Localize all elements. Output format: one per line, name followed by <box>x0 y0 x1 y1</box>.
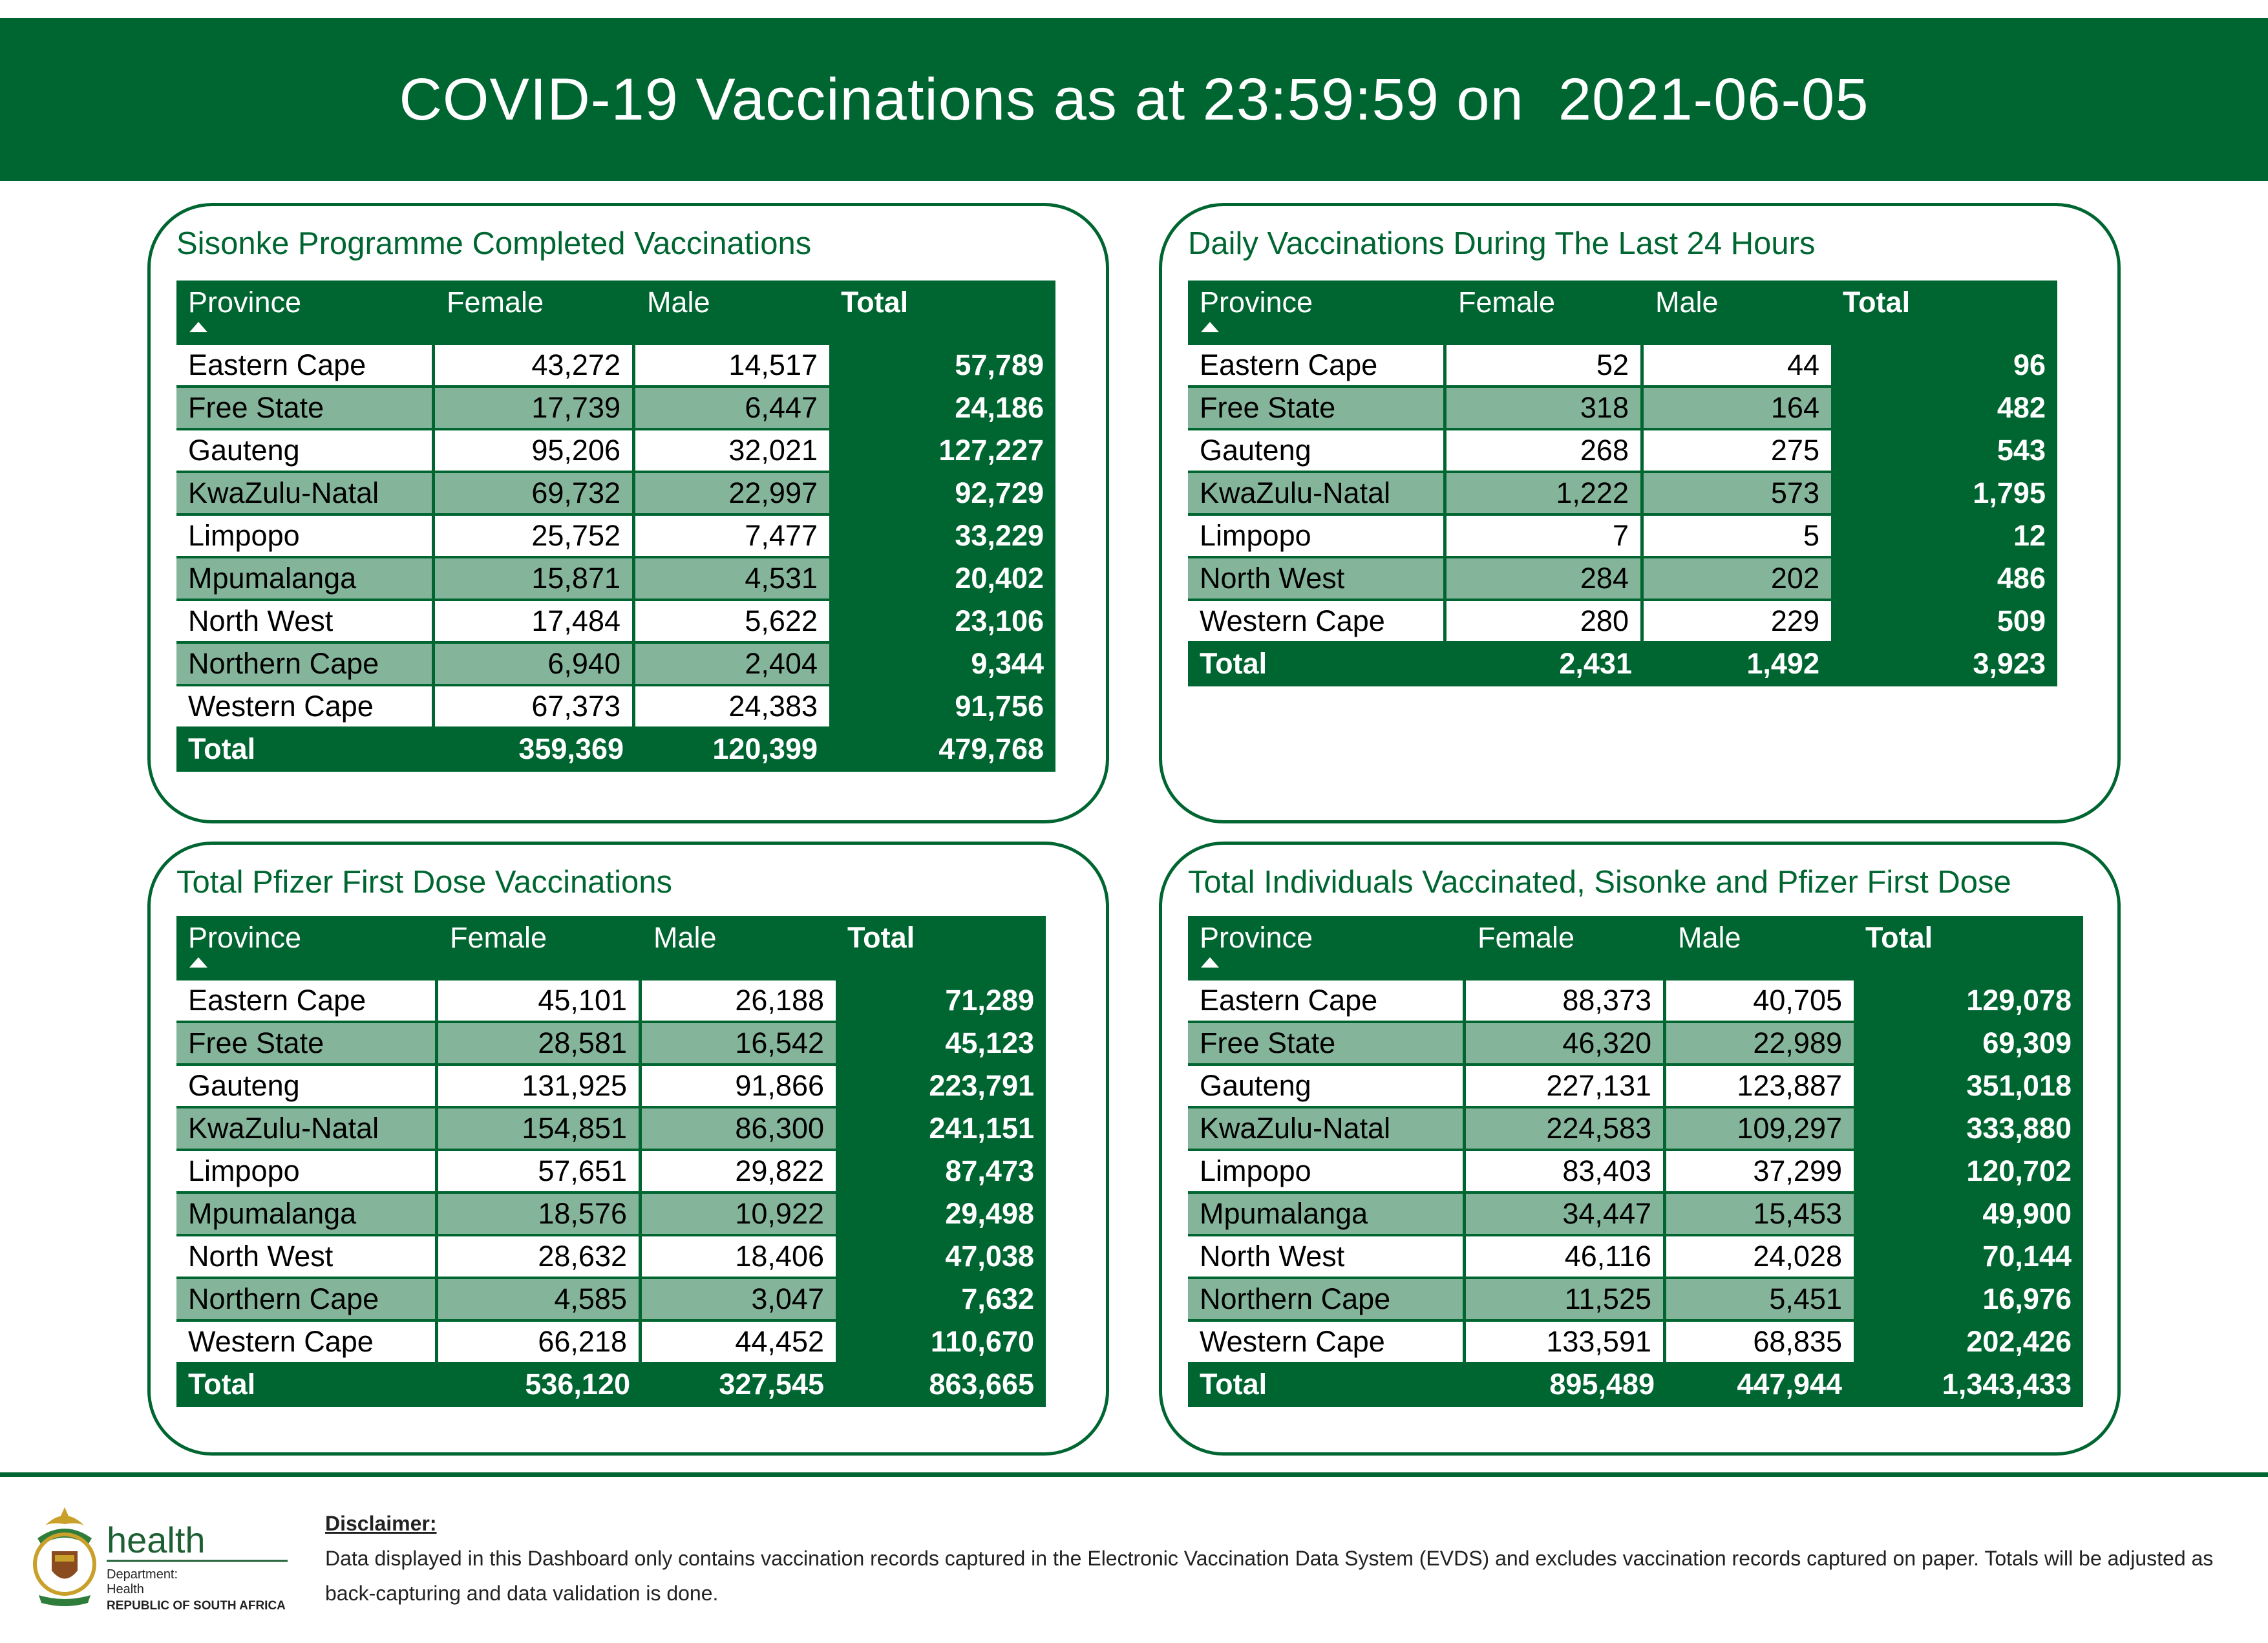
male-header[interactable]: Male <box>642 916 836 980</box>
total-cell: 71,289 <box>836 980 1046 1023</box>
total-row <box>1188 1364 2083 1407</box>
total-label: Total <box>1188 1364 1466 1407</box>
panel-title: Daily Vaccinations During The Last 24 Hours <box>1188 226 1816 261</box>
total-row <box>176 1364 1046 1407</box>
female-cell: 88,373 <box>1466 980 1666 1023</box>
table-row <box>176 686 1055 729</box>
table-row <box>176 1194 1046 1236</box>
female-cell: 7 <box>1447 516 1644 558</box>
female-cell: 66,218 <box>438 1322 642 1364</box>
female-header[interactable]: Female <box>1447 281 1644 345</box>
total-cell: 87,473 <box>836 1151 1046 1194</box>
female-cell: 95,206 <box>435 430 635 473</box>
province-cell: Gauteng <box>176 430 435 473</box>
total-cell: 509 <box>1831 601 2057 644</box>
province-cell: Northern Cape <box>1188 1279 1466 1322</box>
table-row <box>1188 1322 2083 1364</box>
province-cell: Limpopo <box>1188 516 1447 558</box>
male-header[interactable]: Male <box>1644 281 1831 345</box>
table-row <box>1188 1236 2083 1279</box>
female-cell: 318 <box>1447 388 1644 430</box>
female-cell: 133,591 <box>1466 1322 1666 1364</box>
female-cell: 57,651 <box>438 1151 642 1194</box>
total-cell: 49,900 <box>1854 1194 2083 1236</box>
province-cell: Eastern Cape <box>1188 980 1466 1023</box>
total-header[interactable]: Total <box>1831 281 2057 345</box>
total-cell: 223,791 <box>836 1066 1046 1108</box>
vaccination-table <box>1188 281 2057 686</box>
province-cell: Northern Cape <box>176 644 435 686</box>
province-cell: Free State <box>176 1023 438 1066</box>
province-header[interactable]: Province <box>176 916 438 980</box>
table-row <box>1188 473 2057 516</box>
disclaimer-text: Data displayed in this Dashboard only contains vaccination records captured in the Electronic Vaccination Data System (EVDS) and excludes vaccination records captured on paper. Totals will be adjusted as back-capturing and data validation is done. <box>325 1547 2214 1605</box>
male-cell: 5 <box>1644 516 1831 558</box>
province-cell: Free State <box>176 388 435 430</box>
grand-total: 1,343,433 <box>1854 1364 2083 1407</box>
female-total: 895,489 <box>1466 1364 1666 1407</box>
table-row <box>176 345 1055 388</box>
panel-title: Total Pfizer First Dose Vaccinations <box>176 865 673 900</box>
table-row <box>1188 1151 2083 1194</box>
male-cell: 29,822 <box>642 1151 836 1194</box>
total-cell: 120,702 <box>1854 1151 2083 1194</box>
female-cell: 280 <box>1447 601 1644 644</box>
male-cell: 24,028 <box>1666 1236 1854 1279</box>
province-cell: Mpumalanga <box>176 558 435 601</box>
female-cell: 28,632 <box>438 1236 642 1279</box>
male-cell: 86,300 <box>642 1108 836 1151</box>
male-header[interactable]: Male <box>1666 916 1854 980</box>
table-row <box>176 1108 1046 1151</box>
logo-word: health <box>107 1520 206 1560</box>
male-cell: 5,622 <box>635 601 829 644</box>
province-cell: KwaZulu-Natal <box>1188 473 1447 516</box>
table-row <box>1188 345 2057 388</box>
province-cell: North West <box>1188 558 1447 601</box>
grand-total: 863,665 <box>836 1364 1046 1407</box>
total-cell: 20,402 <box>829 558 1055 601</box>
total-cell: 57,789 <box>829 345 1055 388</box>
table-row <box>176 558 1055 601</box>
disclaimer <box>325 1506 2251 1611</box>
table-row <box>176 473 1055 516</box>
total-label: Total <box>176 1364 438 1407</box>
total-cell: 129,078 <box>1854 980 2083 1023</box>
female-total: 359,369 <box>435 729 635 772</box>
female-cell: 4,585 <box>438 1279 642 1322</box>
table-row <box>176 1322 1046 1364</box>
total-cell: 16,976 <box>1854 1279 2083 1322</box>
table-row <box>176 1279 1046 1322</box>
footer-divider <box>0 1472 2268 1477</box>
province-cell: Eastern Cape <box>176 345 435 388</box>
female-cell: 18,576 <box>438 1194 642 1236</box>
table-row <box>1188 601 2057 644</box>
male-cell: 229 <box>1644 601 1831 644</box>
province-cell: Free State <box>1188 388 1447 430</box>
sort-ascending-icon[interactable] <box>1201 957 1219 968</box>
table-row <box>1188 980 2083 1023</box>
male-cell: 4,531 <box>635 558 829 601</box>
total-cell: 33,229 <box>829 516 1055 558</box>
panel-total-individuals <box>1159 842 2121 1456</box>
male-cell: 44 <box>1644 345 1831 388</box>
province-header[interactable]: Province <box>1188 916 1466 980</box>
total-cell: 24,186 <box>829 388 1055 430</box>
health-department-logo <box>19 1500 291 1616</box>
province-cell: Northern Cape <box>176 1279 438 1322</box>
province-cell: Western Cape <box>176 686 435 729</box>
province-cell: KwaZulu-Natal <box>176 473 435 516</box>
grand-total: 479,768 <box>829 729 1055 772</box>
male-cell: 22,997 <box>635 473 829 516</box>
female-cell: 284 <box>1447 558 1644 601</box>
table-row <box>1188 388 2057 430</box>
male-cell: 14,517 <box>635 345 829 388</box>
province-cell: Gauteng <box>176 1066 438 1108</box>
total-cell: 543 <box>1831 430 2057 473</box>
table-row <box>1188 1023 2083 1066</box>
table-row <box>1188 430 2057 473</box>
total-label: Total <box>1188 644 1447 686</box>
male-cell: 202 <box>1644 558 1831 601</box>
total-cell: 202,426 <box>1854 1322 2083 1364</box>
female-cell: 17,739 <box>435 388 635 430</box>
male-cell: 3,047 <box>642 1279 836 1322</box>
female-cell: 224,583 <box>1466 1108 1666 1151</box>
total-cell: 127,227 <box>829 430 1055 473</box>
panel-title: Total Individuals Vaccinated, Sisonke and Pfizer First Dose <box>1188 865 2011 900</box>
province-cell: North West <box>1188 1236 1466 1279</box>
female-cell: 1,222 <box>1447 473 1644 516</box>
coat-of-arms-icon <box>19 1500 291 1616</box>
male-cell: 7,477 <box>635 516 829 558</box>
table-row <box>176 644 1055 686</box>
province-cell: Eastern Cape <box>176 980 438 1023</box>
male-cell: 15,453 <box>1666 1194 1854 1236</box>
female-total: 536,120 <box>438 1364 642 1407</box>
female-cell: 34,447 <box>1466 1194 1666 1236</box>
table-row <box>1188 516 2057 558</box>
total-cell: 333,880 <box>1854 1108 2083 1151</box>
female-cell: 131,925 <box>438 1066 642 1108</box>
total-header[interactable]: Total <box>836 916 1046 980</box>
female-cell: 268 <box>1447 430 1644 473</box>
male-cell: 6,447 <box>635 388 829 430</box>
female-total: 2,431 <box>1447 644 1644 686</box>
table-row <box>1188 1108 2083 1151</box>
total-cell: 70,144 <box>1854 1236 2083 1279</box>
table-row <box>1188 1066 2083 1108</box>
table-row <box>176 388 1055 430</box>
province-cell: Mpumalanga <box>1188 1194 1466 1236</box>
male-cell: 37,299 <box>1666 1151 1854 1194</box>
male-header[interactable]: Male <box>635 281 829 345</box>
male-cell: 16,542 <box>642 1023 836 1066</box>
female-cell: 52 <box>1447 345 1644 388</box>
female-header[interactable]: Female <box>1466 916 1666 980</box>
total-cell: 29,498 <box>836 1194 1046 1236</box>
total-cell: 486 <box>1831 558 2057 601</box>
total-cell: 12 <box>1831 516 2057 558</box>
table-row <box>1188 1194 2083 1236</box>
male-cell: 123,887 <box>1666 1066 1854 1108</box>
sort-ascending-icon[interactable] <box>189 957 207 968</box>
male-total: 1,492 <box>1644 644 1831 686</box>
province-cell: Western Cape <box>1188 601 1447 644</box>
female-cell: 17,484 <box>435 601 635 644</box>
total-row <box>176 729 1055 772</box>
male-cell: 22,989 <box>1666 1023 1854 1066</box>
province-cell: Eastern Cape <box>1188 345 1447 388</box>
female-cell: 67,373 <box>435 686 635 729</box>
total-cell: 9,344 <box>829 644 1055 686</box>
panel-title: Sisonke Programme Completed Vaccinations <box>176 226 812 261</box>
male-cell: 18,406 <box>642 1236 836 1279</box>
total-cell: 241,151 <box>836 1108 1046 1151</box>
svg-text:Department:: Department: <box>107 1567 178 1582</box>
table-row <box>1188 1279 2083 1322</box>
total-label: Total <box>176 729 435 772</box>
male-cell: 68,835 <box>1666 1322 1854 1364</box>
total-cell: 23,106 <box>829 601 1055 644</box>
total-cell: 92,729 <box>829 473 1055 516</box>
female-cell: 43,272 <box>435 345 635 388</box>
male-cell: 44,452 <box>642 1322 836 1364</box>
header-banner <box>0 18 2268 181</box>
table-row <box>176 430 1055 473</box>
male-total: 120,399 <box>635 729 829 772</box>
province-cell: North West <box>176 1236 438 1279</box>
male-cell: 26,188 <box>642 980 836 1023</box>
grand-total: 3,923 <box>1831 644 2057 686</box>
svg-text:Health: Health <box>107 1582 144 1596</box>
male-total: 447,944 <box>1666 1364 1854 1407</box>
total-cell: 482 <box>1831 388 2057 430</box>
province-cell: Gauteng <box>1188 1066 1466 1108</box>
table-row <box>176 1023 1046 1066</box>
total-cell: 69,309 <box>1854 1023 2083 1066</box>
province-header[interactable]: Province <box>176 281 435 345</box>
female-cell: 25,752 <box>435 516 635 558</box>
sort-ascending-icon[interactable] <box>1201 322 1219 332</box>
sort-ascending-icon[interactable] <box>189 322 207 332</box>
female-cell: 83,403 <box>1466 1151 1666 1194</box>
disclaimer-title: Disclaimer: <box>325 1512 437 1535</box>
total-cell: 91,756 <box>829 686 1055 729</box>
table-row <box>176 1151 1046 1194</box>
female-cell: 46,116 <box>1466 1236 1666 1279</box>
total-cell: 1,795 <box>1831 473 2057 516</box>
male-cell: 10,922 <box>642 1194 836 1236</box>
province-header[interactable]: Province <box>1188 281 1447 345</box>
table-row <box>1188 558 2057 601</box>
table-row <box>176 1066 1046 1108</box>
table-row <box>176 516 1055 558</box>
female-cell: 46,320 <box>1466 1023 1666 1066</box>
total-cell: 45,123 <box>836 1023 1046 1066</box>
female-cell: 69,732 <box>435 473 635 516</box>
province-cell: Limpopo <box>1188 1151 1466 1194</box>
male-cell: 40,705 <box>1666 980 1854 1023</box>
total-row <box>1188 644 2057 686</box>
vaccination-table <box>176 916 1046 1407</box>
total-header[interactable]: Total <box>1854 916 2083 980</box>
male-total: 327,545 <box>642 1364 836 1407</box>
male-cell: 573 <box>1644 473 1831 516</box>
male-cell: 2,404 <box>635 644 829 686</box>
province-cell: KwaZulu-Natal <box>1188 1108 1466 1151</box>
total-cell: 7,632 <box>836 1279 1046 1322</box>
male-cell: 5,451 <box>1666 1279 1854 1322</box>
table-row <box>176 601 1055 644</box>
female-header[interactable]: Female <box>438 916 642 980</box>
total-cell: 96 <box>1831 345 2057 388</box>
svg-text:REPUBLIC OF SOUTH AFRICA: REPUBLIC OF SOUTH AFRICA <box>107 1599 286 1613</box>
province-cell: Western Cape <box>176 1322 438 1364</box>
panel-sisonke-completed <box>147 203 1109 823</box>
total-cell: 351,018 <box>1854 1066 2083 1108</box>
vaccination-table <box>1188 916 2083 1407</box>
male-cell: 32,021 <box>635 430 829 473</box>
male-cell: 24,383 <box>635 686 829 729</box>
male-cell: 164 <box>1644 388 1831 430</box>
female-cell: 6,940 <box>435 644 635 686</box>
table-row <box>176 1236 1046 1279</box>
female-cell: 11,525 <box>1466 1279 1666 1322</box>
page-title: COVID-19 Vaccinations as at 23:59:59 on 2021-06-05 <box>399 66 1869 132</box>
female-cell: 15,871 <box>435 558 635 601</box>
province-cell: KwaZulu-Natal <box>176 1108 438 1151</box>
province-cell: Limpopo <box>176 1151 438 1194</box>
total-header[interactable]: Total <box>829 281 1055 345</box>
male-cell: 109,297 <box>1666 1108 1854 1151</box>
panel-daily-vaccinations <box>1159 203 2121 823</box>
male-cell: 91,866 <box>642 1066 836 1108</box>
province-cell: Western Cape <box>1188 1322 1466 1364</box>
female-cell: 45,101 <box>438 980 642 1023</box>
total-cell: 110,670 <box>836 1322 1046 1364</box>
province-cell: Limpopo <box>176 516 435 558</box>
province-cell: Mpumalanga <box>176 1194 438 1236</box>
female-cell: 28,581 <box>438 1023 642 1066</box>
table-row <box>176 980 1046 1023</box>
province-cell: Gauteng <box>1188 430 1447 473</box>
province-cell: North West <box>176 601 435 644</box>
total-cell: 47,038 <box>836 1236 1046 1279</box>
female-cell: 227,131 <box>1466 1066 1666 1108</box>
male-cell: 275 <box>1644 430 1831 473</box>
female-header[interactable]: Female <box>435 281 635 345</box>
female-cell: 154,851 <box>438 1108 642 1151</box>
panel-pfizer-first-dose <box>147 842 1109 1456</box>
province-cell: Free State <box>1188 1023 1466 1066</box>
vaccination-table <box>176 281 1055 772</box>
